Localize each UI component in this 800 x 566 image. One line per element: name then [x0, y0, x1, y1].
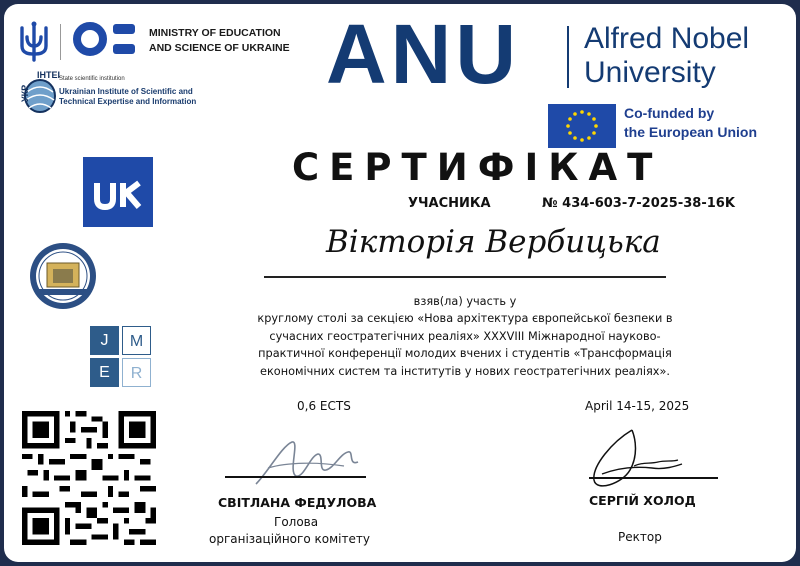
university-acronym: ANU — [326, 7, 520, 101]
signatory-name: СВІТЛАНА ФЕДУЛОВА — [218, 495, 377, 510]
jmer-letter: M — [122, 326, 151, 355]
jmer-letter: J — [90, 326, 119, 355]
mon-logo — [73, 20, 139, 58]
jmer-letter: R — [122, 358, 151, 387]
recipient-underline — [264, 276, 666, 278]
body-line: круглому столі за секцією «Нова архітектура європейської безпеки в — [257, 312, 673, 326]
eu-line-1: Co-funded by — [624, 105, 715, 121]
university-name-line-1: Alfred Nobel — [584, 22, 750, 55]
signature-fedulova — [248, 432, 368, 498]
institute-small-label: State scientific institution — [59, 76, 125, 82]
body-line: сучасних геостратегічних реаліях» XXXVIII Міжнародної науково- — [269, 329, 661, 343]
institute-line-2: Technical Expertise and Information — [59, 97, 197, 106]
qr-code — [22, 410, 156, 546]
body-line: практичної конференції молодих вчених і студентів «Трансформація — [258, 347, 672, 361]
certificate-title: СЕРТИФІКАТ — [292, 146, 663, 189]
body-line: взяв(ла) участь у — [413, 295, 517, 308]
jmer-letter: E — [90, 358, 119, 387]
recipient-name: Вікторія Вербицька — [326, 224, 661, 260]
university-name-line-2: University — [584, 56, 716, 89]
jmer-logo — [90, 326, 152, 388]
signature-line — [225, 476, 366, 478]
institute-name — [59, 87, 196, 107]
eu-cofunded-label — [624, 104, 757, 142]
eu-line-2: the European Union — [624, 124, 757, 140]
svg-text:УКР: УКР — [20, 84, 30, 102]
ukr-association-logo — [83, 157, 153, 227]
certificate-body — [238, 293, 692, 380]
university-logo-divider — [567, 26, 569, 88]
signature-line — [589, 477, 718, 479]
university-name — [584, 22, 749, 90]
institute-logo-text: ІНТЕІ — [37, 70, 61, 80]
signature-kholod — [572, 422, 692, 502]
divider — [60, 24, 61, 60]
ministry-line-2: AND SCIENCE OF UKRAINE — [149, 42, 290, 54]
eu-flag-icon — [548, 104, 616, 148]
partner-seal-logo — [25, 241, 101, 311]
ects-credits: 0,6 ECTS — [297, 399, 351, 413]
certificate-subtitle: УЧАСНИКА — [408, 196, 491, 211]
signatory-title: Ректор — [618, 530, 662, 544]
ministry-line-1: MINISTRY OF EDUCATION — [149, 27, 281, 39]
ukraine-trident-icon — [18, 20, 50, 62]
certificate-number: № 434-603-7-2025-38-16K — [542, 196, 735, 211]
signatory-title: організаційного комітету — [209, 532, 370, 546]
signatory-title: Голова — [274, 515, 319, 529]
institute-line-1: Ukrainian Institute of Scientific and — [59, 87, 193, 96]
ministry-name — [149, 26, 290, 56]
conference-date: April 14-15, 2025 — [585, 399, 690, 413]
certificate-page — [4, 4, 796, 562]
body-line: економічних систем та інститутів у нових геостратегічних реаліях». — [260, 364, 670, 378]
signatory-name: СЕРГІЙ ХОЛОД — [589, 493, 696, 508]
